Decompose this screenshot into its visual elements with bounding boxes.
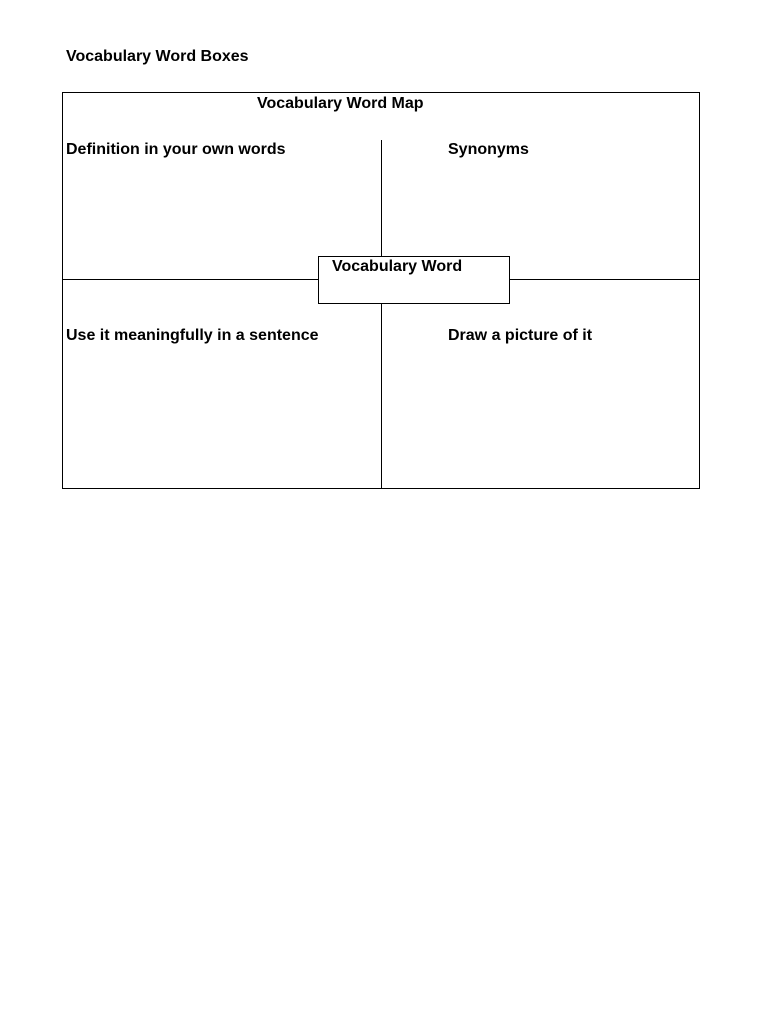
synonyms-quadrant-label: Synonyms (448, 141, 529, 158)
vertical-divider (381, 140, 382, 488)
definition-quadrant-label: Definition in your own words (66, 141, 286, 158)
sentence-quadrant-label: Use it meaningfully in a sentence (66, 327, 319, 344)
vocabulary-word-box (318, 256, 510, 304)
vocabulary-word-map (62, 92, 700, 489)
page-heading: Vocabulary Word Boxes (66, 48, 249, 65)
picture-quadrant-label: Draw a picture of it (448, 327, 593, 344)
vocabulary-word-label: Vocabulary Word (332, 258, 463, 275)
map-title: Vocabulary Word Map (257, 95, 424, 112)
